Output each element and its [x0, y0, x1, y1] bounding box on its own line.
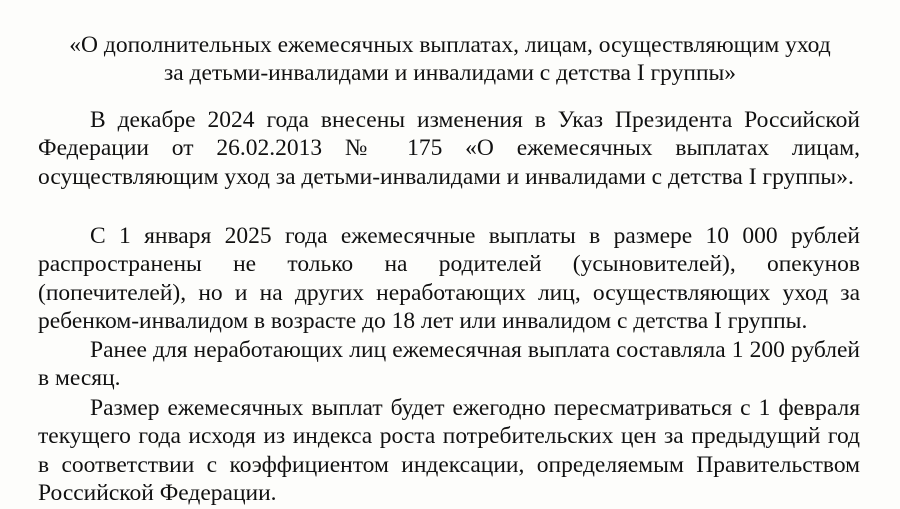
title-line-2: за детьми-инвалидами и инвалидами с детства I группы» [163, 60, 737, 86]
title-line-1: «О дополнительных ежемесячных выплатах, лицам, осуществляющим уход [69, 32, 831, 58]
paragraph-indexation: Размер ежемесячных выплат будет ежегодно пересматриваться с 1 февраля текущего года исходя из индекса роста потребительских цен за предыдущий год в соответствии с коэффициентом индексации, определяемым Правительством Российской Федерации. [38, 395, 860, 506]
document-title [40, 31, 860, 87]
paragraph-payment-extension: С 1 января 2025 года ежемесячные выплаты в размере 10 000 рублей распространены не только на родителей (усыновителей), опекунов (попечителей), но и на других неработающих лиц, осуществляющих уход за ребенком-инвалидом в возрасте до 18 лет или инвалидом с детства I группы. [38, 223, 860, 334]
paragraph-previous-amount: Ранее для неработающих лиц ежемесячная выплата составляла 1 200 рублей в месяц. [38, 337, 860, 392]
paragraph-decree-changes: В декабре 2024 года внесены изменения в Указ Президента Российской Федерации от 26.02.2013 № 175 «О ежемесячных выплатах лицам, осуществляющим уход за детьми-инвалидами и инвалидами с детства I группы». [38, 107, 860, 190]
